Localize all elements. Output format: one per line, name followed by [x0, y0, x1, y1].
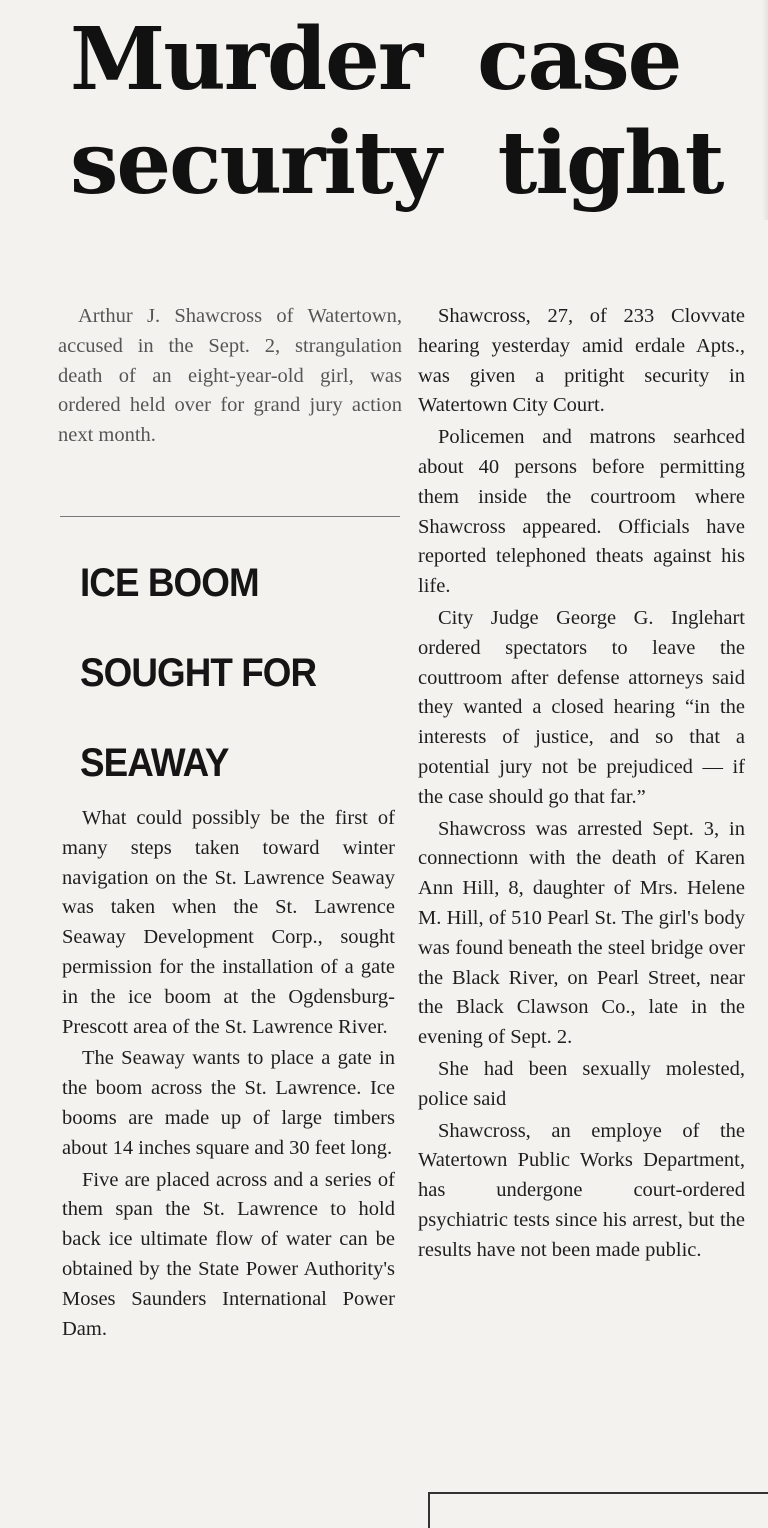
headline-line-1: Murder case	[70, 9, 681, 110]
lead-paragraph-column	[58, 302, 402, 451]
body-paragraph-3: City Judge George G. Inglehart ordered spectators to leave the couttroom after defense attorneys said they wanted a closed hearing “in the interests of justice, and so that a potential jury not be prejudiced — if the case should go that far.”	[418, 606, 745, 808]
adjacent-box-border	[428, 1492, 768, 1528]
body-paragraph-1: Shawcross, 27, of 233 Clovvate hearing yesterday amid erdale Apts., was given a pritight security in Watertown City Court.	[418, 305, 745, 417]
lead-paragraph: Arthur J. Shawcross of Watertown, accused in the Sept. 2, strangulation death of an eight-year-old girl, was ordered held over for grand jury action next month.	[58, 305, 402, 447]
headline	[70, 8, 730, 216]
body-paragraph-2: Policemen and matrons searhced about 40 persons before permitting them inside the courtroom where Shawcross appeared. Officials have reported telephoned theats against his life.	[418, 426, 745, 598]
murder-article-body	[418, 302, 745, 1268]
subhead	[80, 538, 374, 808]
subhead-line-1: ICE BOOM	[80, 561, 259, 605]
seaway-paragraph-3: Five are placed across and a series of them span the St. Lawrence to hold back ice ultimate flow of water can be obtained by the State Power Authority's Moses Saunders International Power Dam.	[62, 1168, 395, 1340]
seaway-paragraph-1: What could possibly be the first of many steps taken toward winter navigation on the St. Lawrence Seaway was taken when the St. Lawrence Seaway Development Corp., sought permission for the installation of a gate in the ice boom at the Ogdensburg-Prescott area of the St. Lawrence River.	[62, 807, 395, 1038]
body-paragraph-5: She had been sexually molested, police said	[418, 1057, 745, 1110]
seaway-article-body	[62, 804, 395, 1346]
headline-line-2: security tight	[70, 113, 723, 214]
page-edge-shadow	[762, 0, 768, 220]
subhead-line-3: SEAWAY	[80, 741, 229, 785]
section-divider	[60, 516, 400, 517]
seaway-paragraph-2: The Seaway wants to place a gate in the boom across the St. Lawrence. Ice booms are made up of large timbers about 14 inches square and 30 feet long.	[62, 1047, 395, 1159]
body-paragraph-4: Shawcross was arrested Sept. 3, in connectionn with the death of Karen Ann Hill, 8, daughter of Mrs. Helene M. Hill, of 510 Pearl St. The girl's body was found beneath the steel bridge over the Black River, on Pearl Street, near the Black Clawson Co., late in the evening of Sept. 2.	[418, 817, 745, 1049]
body-paragraph-6: Shawcross, an employe of the Watertown Public Works Department, has undergone court-ordered psychiatric tests since his arrest, but the results have not been made public.	[418, 1119, 745, 1261]
subhead-line-2: SOUGHT FOR	[80, 651, 317, 695]
